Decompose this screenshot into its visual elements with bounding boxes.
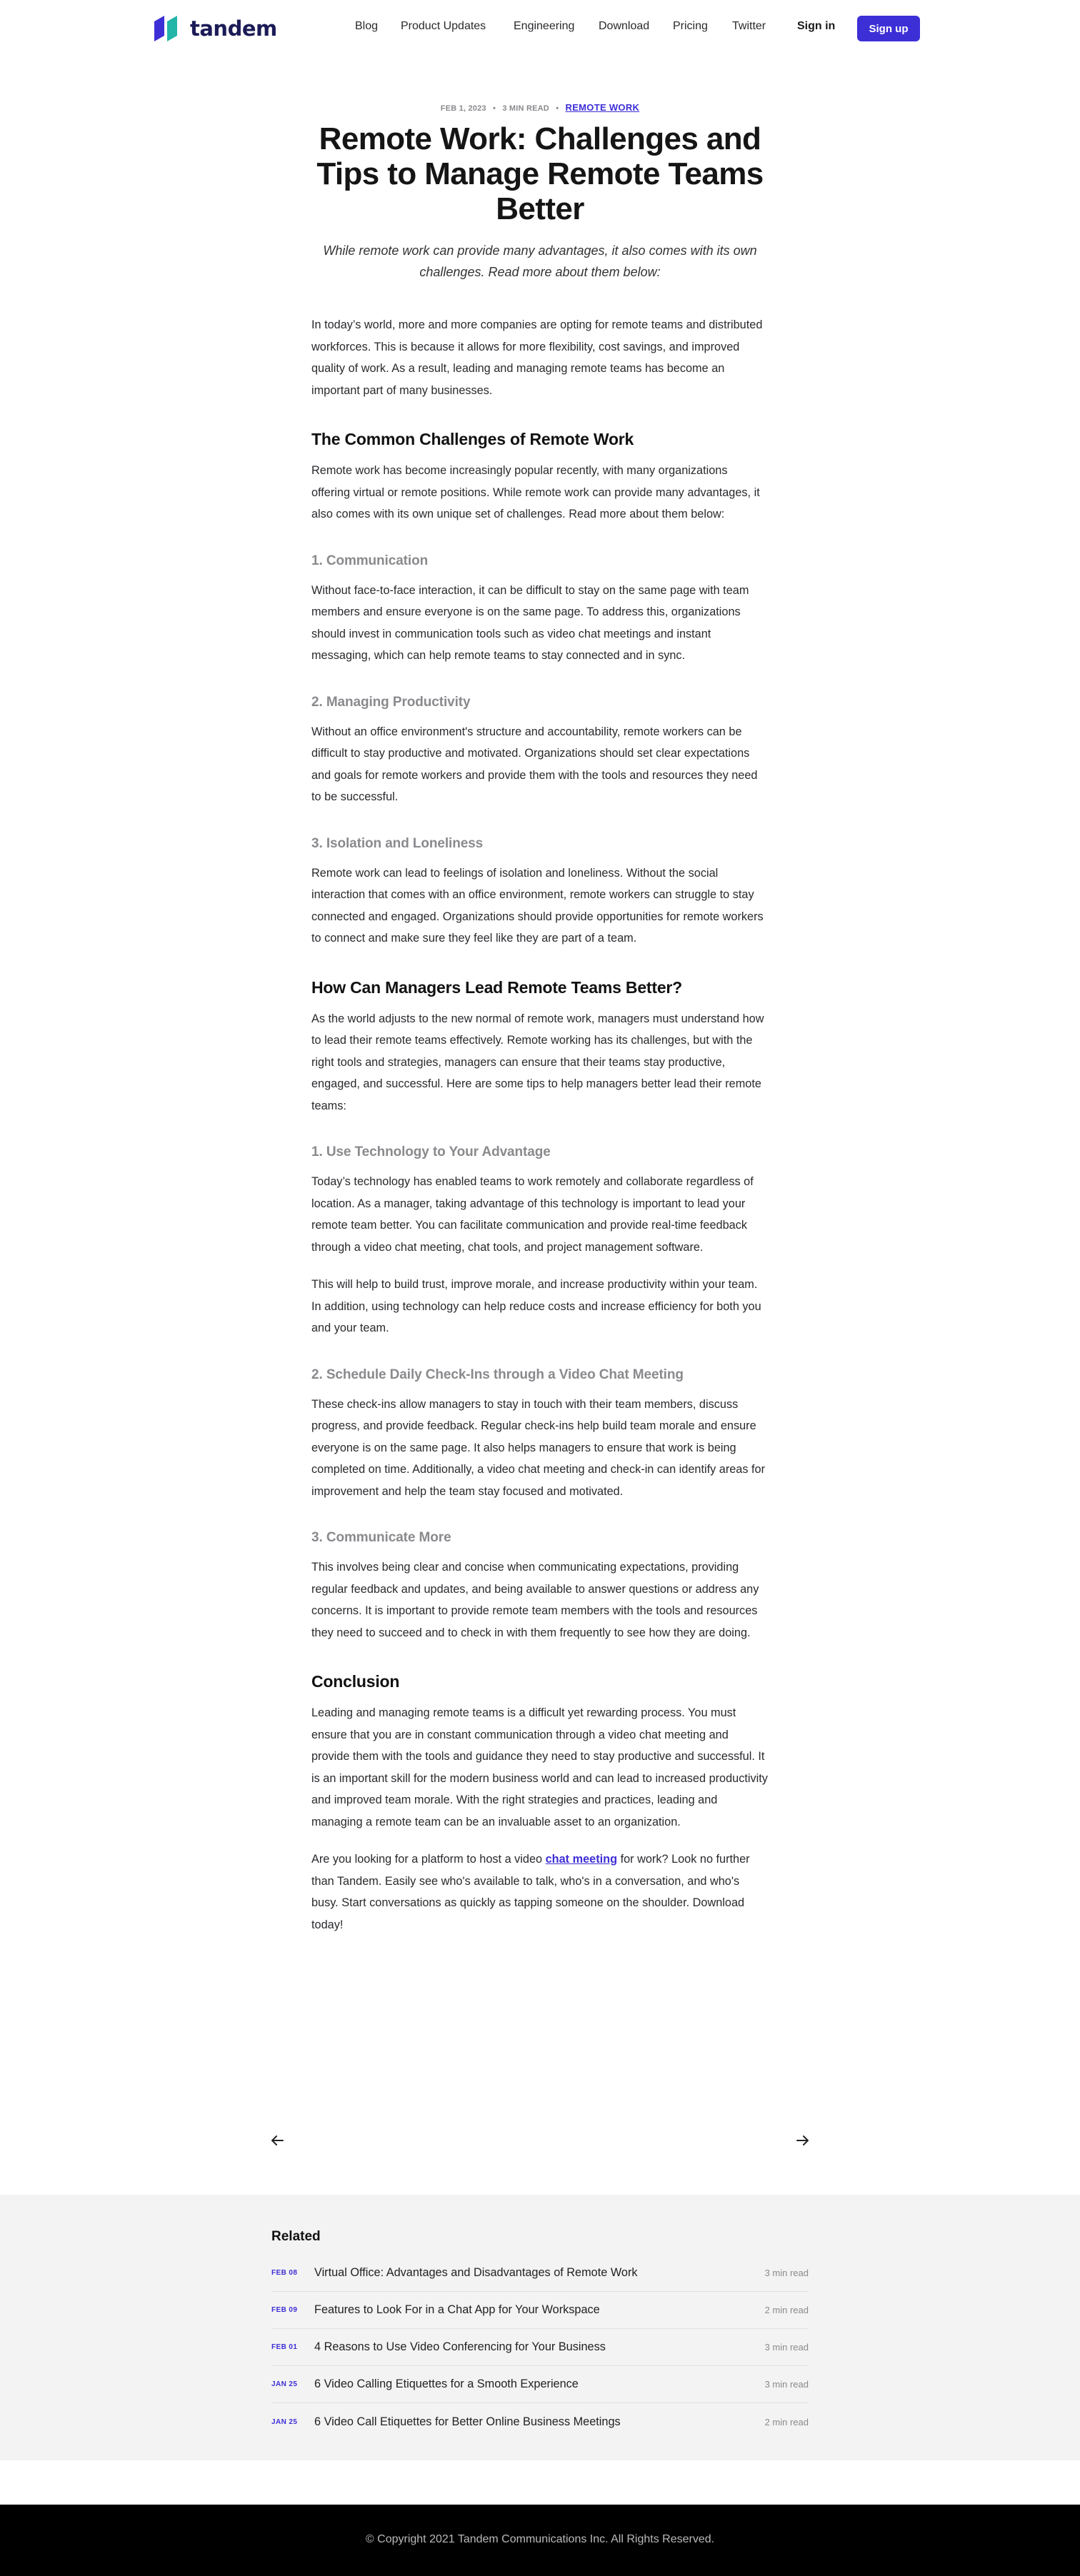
subsection-paragraph: This will help to build trust, improve morale, and increase productivity within your team. In addition, using technology can help reduce costs and increase efficiency for both you and your team. (311, 1278, 761, 1334)
related-item[interactable] (271, 2329, 809, 2366)
subsection-heading: 1. Use Technology to Your Advantage (311, 1144, 551, 1159)
conclusion-heading: Conclusion (311, 1672, 400, 1691)
related-read-time: 2 min read (764, 2416, 809, 2427)
cta-paragraph (311, 1848, 769, 1936)
conclusion-paragraph: Leading and managing remote teams is a difficult yet rewarding process. You must ensure that you are in constant communication through a video chat meeting and provide them with the tools and guidance they need to stay productive and successful. It is an important skill for the modern business world and can lead to increased productivity and improved team morale. With the right strategies and practices, leading and managing a remote team can be an invaluable asset to an organization. (311, 1706, 768, 1828)
related-read-time: 3 min read (764, 2342, 809, 2353)
sign-in-link[interactable]: Sign in (797, 20, 836, 32)
copyright-text: © Copyright 2021 Tandem Communications Inc. All Rights Reserved. (365, 2533, 715, 2545)
brand-name: tandem (190, 16, 277, 41)
article-subtitle: While remote work can provide many advantages, it also comes with its own challenges. Read more about them below: (323, 243, 757, 279)
site-header (0, 0, 1080, 57)
article-body (311, 314, 769, 1951)
meta-separator: • (556, 104, 559, 113)
related-title-text: 6 Video Calling Etiquettes for a Smooth Experience (314, 2378, 579, 2390)
subsection-heading: 3. Isolation and Loneliness (311, 835, 484, 851)
related-title-text: 4 Reasons to Use Video Conferencing for Your Business (314, 2340, 606, 2353)
subsection-paragraph: Without face-to-face interaction, it can be difficult to stay on the same page with team members and ensure everyone is on the same page. To address this, organizations should invest in communication tools such as video chat meetings and instant messaging, which can help remote teams to stay connected and in sync. (311, 583, 749, 662)
related-title: Related (271, 2229, 321, 2244)
nav-item-twitter[interactable]: Twitter (732, 20, 766, 32)
cta-text-after: for work? Look no further than Tandem. Easily see who's available to talk, who's in a conversation, and who's busy. Start conversations as quickly as tapping someone on the shoulder. Download today! (311, 1853, 750, 1931)
cta-text-before: Are you looking for a platform to host a video (311, 1853, 546, 1866)
related-item[interactable] (271, 2292, 809, 2329)
section-heading: How Can Managers Lead Remote Teams Better? (311, 977, 683, 997)
subsection-heading: 1. Communication (311, 553, 429, 568)
related-date: FEB 09 (271, 2306, 298, 2314)
related-item[interactable] (271, 2403, 809, 2440)
subsection-heading: 2. Schedule Daily Check-Ins through a Video Chat Meeting (311, 1367, 684, 1382)
nav-item-engineering[interactable]: Engineering (514, 20, 575, 32)
subsection-paragraph: These check-ins allow managers to stay in touch with their team members, discuss progress, and provide feedback. Regular check-ins help build team morale and ensure everyone is on the same page. It also helps managers to ensure that work is being completed on time. Additionally, a video chat meeting and check-in can identify areas for improvement and help the team stay focused and motivated. (311, 1397, 766, 1498)
next-post-button[interactable] (793, 2132, 813, 2149)
related-item[interactable] (271, 2366, 809, 2403)
nav-item-pricing[interactable]: Pricing (673, 20, 708, 32)
section-paragraph: As the world adjusts to the new normal of remote work, managers must understand how to lead their remote teams effectively. Remote working has its challenges, but with the right tools and strategies, managers can ensure that their teams stay productive, engaged, and successful. Here are some tips to help managers better lead their remote teams: (311, 1012, 764, 1112)
related-title-text: 6 Video Call Etiquettes for Better Online Business Meetings (314, 2415, 621, 2428)
subsection-paragraph: Remote work can lead to feelings of isolation and loneliness. Without the social interaction that comes with an office environment, remote workers can struggle to stay connected and engaged. Organizations should provide opportunities for remote workers to connect and make sure they feel like they are part of a team. (311, 866, 764, 945)
section-heading: The Common Challenges of Remote Work (311, 430, 634, 448)
related-title-text: Features to Look For in a Chat App for Your Workspace (314, 2303, 600, 2316)
meta-separator: • (493, 104, 496, 113)
subsection-paragraph: Without an office environment's structure and accountability, remote workers can be difficult to stay productive and motivated. Organizations should set clear expectations and goals for remote workers and provide them with the tools and resources they need to be successful. (311, 725, 758, 803)
article-meta (0, 102, 1080, 113)
intro-paragraph: In today’s world, more and more companies are opting for remote teams and distributed workforces. This is because it allows for more flexibility, cost savings, and improved quality of work. As a result, leading and managing remote teams has become an important part of many businesses. (311, 318, 763, 397)
site-footer (0, 2505, 1080, 2576)
sign-up-button[interactable]: Sign up (857, 16, 920, 41)
related-read-time: 2 min read (764, 2305, 809, 2315)
related-item[interactable] (271, 2255, 809, 2292)
arrow-left-icon (271, 2135, 284, 2146)
related-date: JAN 25 (271, 2417, 298, 2426)
arrow-right-icon (796, 2135, 809, 2146)
related-date: JAN 25 (271, 2380, 298, 2388)
chat-meeting-link[interactable]: chat meeting (545, 1853, 618, 1866)
related-section (0, 2195, 1080, 2460)
section-paragraph: Remote work has become increasingly popular recently, with many organizations offering virtual or remote positions. While remote work can provide many advantages, it also comes with its own unique set of challenges. Read more about them below: (311, 464, 760, 520)
nav-item-blog[interactable]: Blog (355, 20, 379, 32)
nav-item-download[interactable]: Download (599, 20, 650, 32)
related-date: FEB 08 (271, 2269, 298, 2277)
subsection-paragraph: Today’s technology has enabled teams to work remotely and collaborate regardless of location. As a manager, taking advantage of this technology is important to lead your remote team better. You can facilitate communication and provide real-time feedback through a video chat meeting, chat tools, and project management software. (311, 1175, 754, 1254)
related-list (271, 2255, 809, 2440)
article-category-link[interactable]: REMOTE WORK (565, 102, 640, 113)
article-title: Remote Work: Challenges and Tips to Manage Remote Teams Better (316, 121, 764, 226)
nav-item-product-updates[interactable]: Product Updates (401, 20, 486, 32)
related-read-time: 3 min read (764, 2379, 809, 2390)
article-read-time: 3 MIN READ (502, 104, 549, 113)
subsection-heading: 2. Managing Productivity (311, 694, 471, 710)
subsection-heading: 3. Communicate More (311, 1530, 451, 1545)
related-date: FEB 01 (271, 2343, 298, 2351)
previous-post-button[interactable] (267, 2132, 287, 2149)
related-title-text: Virtual Office: Advantages and Disadvantages of Remote Work (314, 2266, 638, 2279)
article-date: FEB 1, 2023 (440, 104, 486, 113)
subsection-paragraph: This involves being clear and concise when communicating expectations, providing regular feedback and updates, and being available to answer questions or address any concerns. It is important to provide remote team members with the tools and resources they need to succeed and to check in with them frequently to see how they are doing. (311, 1561, 759, 1639)
related-read-time: 3 min read (764, 2268, 809, 2278)
